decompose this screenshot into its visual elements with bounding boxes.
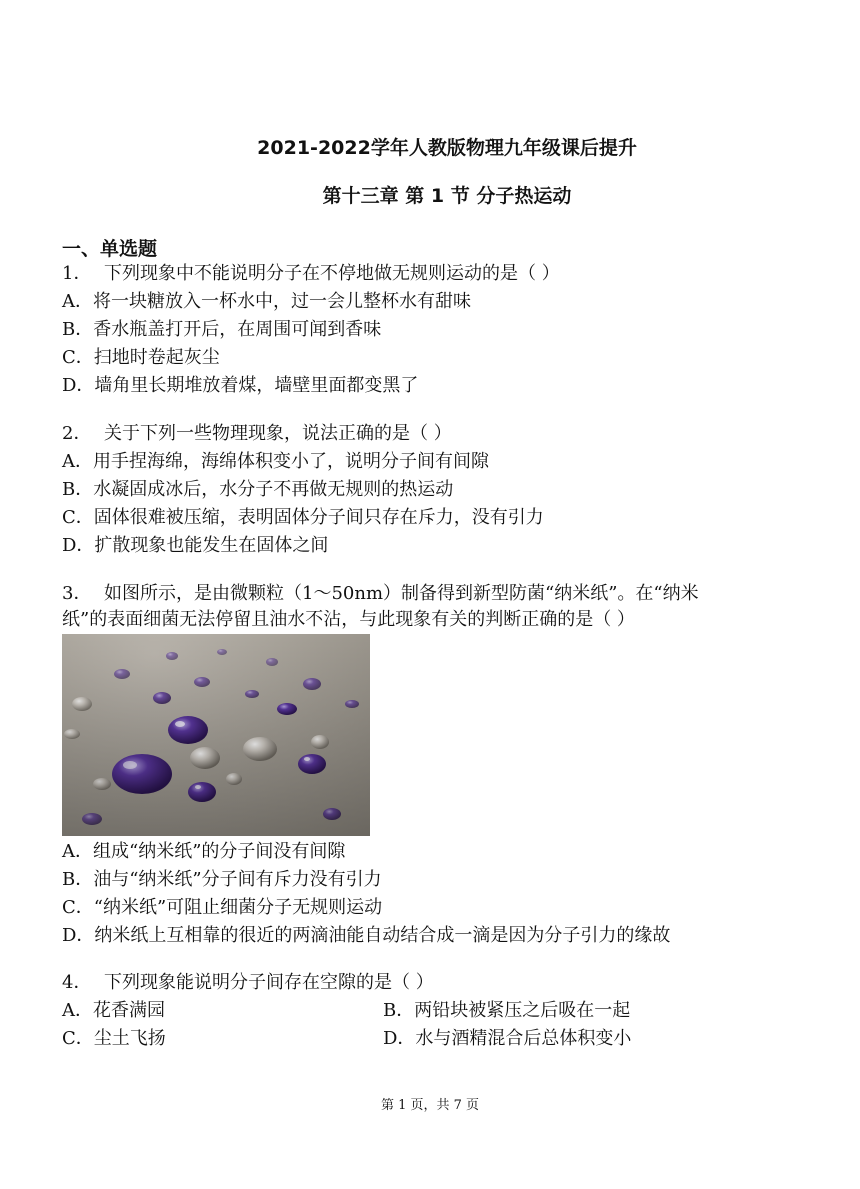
question-number: 4． bbox=[62, 972, 92, 993]
question-3-stem-line-2: 纸”的表面细菌无法停留且油水不沾，与此现象有关的判断正确的是（ ） bbox=[62, 609, 635, 630]
question-1-option-d: D．墙角里长期堆放着煤，墙壁里面都变黑了 bbox=[62, 375, 419, 396]
question-number: 3． bbox=[62, 583, 92, 604]
question-3-option-c: C．“纳米纸”可阻止细菌分子无规则运动 bbox=[62, 897, 383, 918]
question-2-option-d: D．扩散现象也能发生在固体之间 bbox=[62, 535, 329, 556]
nano-paper-droplets-photo bbox=[62, 634, 370, 836]
question-3-stem-line-1: 3． 如图所示，是由微颗粒（1～50nm）制备得到新型防菌“纳米纸”。在“纳米 bbox=[62, 583, 699, 604]
question-2-option-b: B．水凝固成冰后，水分子不再做无规则的热运动 bbox=[62, 479, 454, 500]
question-4-option-d: D．水与酒精混合后总体积变小 bbox=[383, 1028, 632, 1049]
question-1-option-a: A．将一块糖放入一杯水中，过一会儿整杯水有甜味 bbox=[62, 291, 471, 312]
section-heading: 一、单选题 bbox=[62, 238, 158, 260]
question-2-option-a: A．用手捏海绵，海绵体积变小了，说明分子间有间隙 bbox=[62, 451, 489, 472]
question-number: 2． bbox=[62, 423, 92, 444]
page-footer: 第 1 页，共 7 页 bbox=[380, 1098, 480, 1113]
question-4-option-b: B．两铅块被紧压之后吸在一起 bbox=[383, 1000, 631, 1021]
question-4-option-c: C．尘土飞扬 bbox=[62, 1028, 166, 1049]
question-2-stem: 2． 关于下列一些物理现象，说法正确的是（ ） bbox=[62, 423, 452, 444]
question-1-option-b: B．香水瓶盖打开后，在周围可闻到香味 bbox=[62, 319, 382, 340]
question-3-option-a: A．组成“纳米纸”的分子间没有间隙 bbox=[62, 841, 346, 862]
question-3-option-b: B．油与“纳米纸”分子间有斥力没有引力 bbox=[62, 869, 382, 890]
document-title: 2021-2022学年人教版物理九年级课后提升 bbox=[257, 137, 637, 159]
question-2-option-c: C．固体很难被压缩，表明固体分子间只存在斥力，没有引力 bbox=[62, 507, 544, 528]
question-1-option-c: C．扫地时卷起灰尘 bbox=[62, 347, 220, 368]
question-4-options-row-1 bbox=[62, 999, 762, 1023]
question-number: 1． bbox=[62, 263, 92, 284]
chapter-subtitle: 第十三章 第 1 节 分子热运动 bbox=[322, 185, 572, 207]
question-1-stem: 1． 下列现象中不能说明分子在不停地做无规则运动的是（ ） bbox=[62, 263, 560, 284]
question-3-option-d: D．纳米纸上互相靠的很近的两滴油能自动结合成一滴是因为分子引力的缘故 bbox=[62, 925, 671, 946]
question-4-stem: 4． 下列现象能说明分子间存在空隙的是（ ） bbox=[62, 972, 434, 993]
droplets-illustration bbox=[62, 634, 370, 836]
question-4-options-row-2 bbox=[62, 1027, 762, 1051]
question-4-option-a: A．花香满园 bbox=[62, 1000, 165, 1021]
